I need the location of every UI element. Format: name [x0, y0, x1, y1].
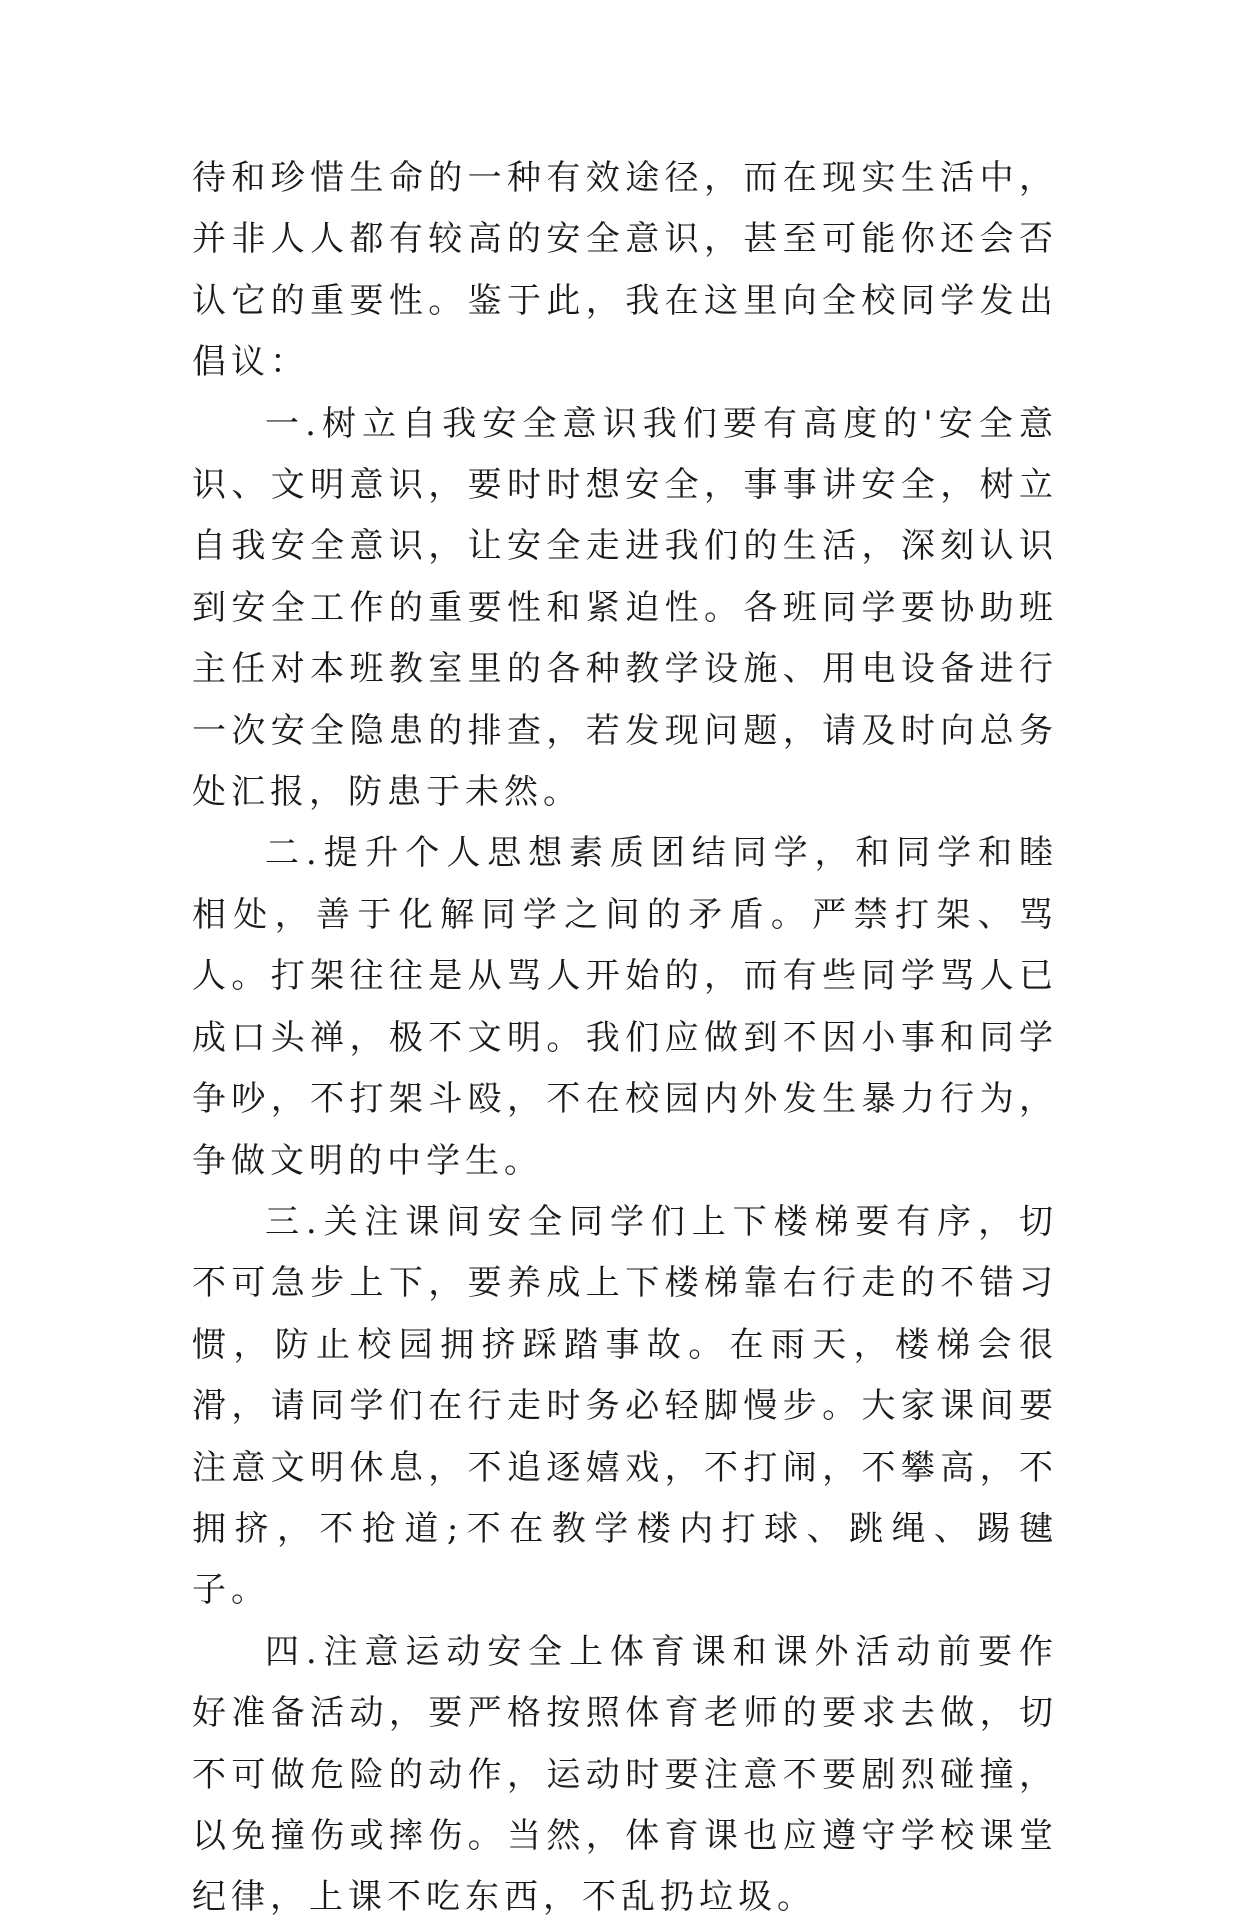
paragraph-point-4: 四.注意运动安全上体育课和课外活动前要作好准备活动，要严格按照体育老师的要求去做，切不可做危险的动作，运动时要注意不要剧烈碰撞，以免撞伤或摔伤。当然，体育课也应遵守学校课堂纪律，上课不吃东西，不乱扔垃圾。 — [192, 1631, 1058, 1918]
paragraph-point-1: 一.树立自我安全意识我们要有高度的'安全意识、文明意识，要时时想安全，事事讲安全，树立自我安全意识，让安全走进我们的生活，深刻认识到安全工作的重要性和紧迫性。各班同学要协助班主任对本班教室里的各种教学设施、用电设备进行一次安全隐患的排查，若发现问题，请及时向总务处汇报，防患于未然。 — [192, 403, 1058, 813]
paragraph-point-2: 二.提升个人思想素质团结同学，和同学和睦相处，善于化解同学之间的矛盾。严禁打架、骂人。打架往往是从骂人开始的，而有些同学骂人已成口头禅，极不文明。我们应做到不因小事和同学争吵，不打架斗殴，不在校园内外发生暴力行为，争做文明的中学生。 — [192, 833, 1058, 1181]
paragraph-intro-continued: 待和珍惜生命的一种有效途径，而在现实生活中，并非人人都有较高的安全意识，甚至可能你还会否认它的重要性。鉴于此，我在这里向全校同学发出倡议： — [192, 158, 1058, 383]
paragraph-point-3: 三.关注课间安全同学们上下楼梯要有序，切不可急步上下，要养成上下楼梯靠右行走的不错习惯，防止校园拥挤踩踏事故。在雨天，楼梯会很滑，请同学们在行走时务必轻脚慢步。大家课间要注意文明休息，不追逐嬉戏，不打闹，不攀高，不拥挤，不抢道;不在教学楼内打球、跳绳、踢毽子。 — [192, 1201, 1058, 1611]
document-page — [192, 148, 1058, 1929]
